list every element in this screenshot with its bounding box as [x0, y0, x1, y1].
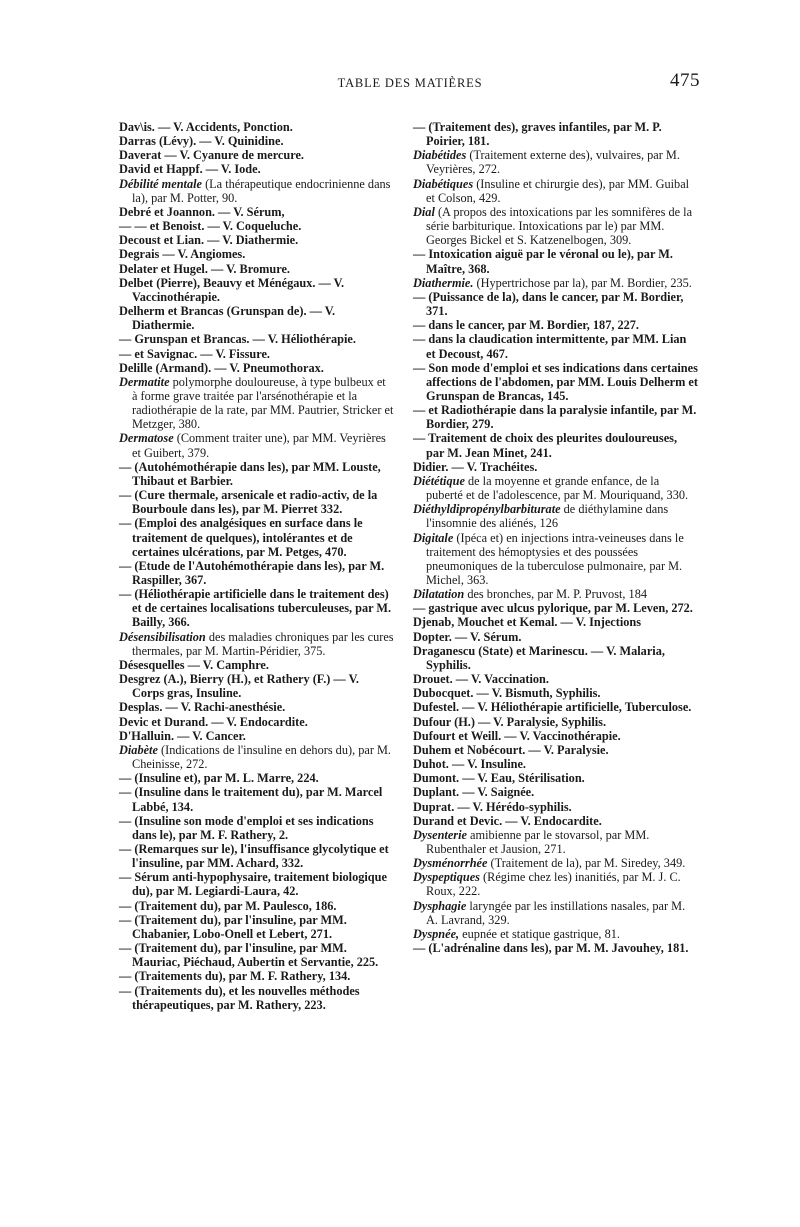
entry-heading: — dans la claudication intermittente, par MM. Lian et Decoust, 467. — [413, 332, 687, 361]
entry-heading: — (Héliothérapie artificielle dans le traitement des) et de certaines localisations tuberculeuses, par M. Bailly, 366. — [119, 587, 392, 630]
entry-heading: Désensibilisation — [119, 629, 206, 644]
index-entry — [413, 672, 698, 686]
index-entry — [119, 205, 394, 219]
index-entry — [119, 743, 394, 771]
entry-heading: Djenab, Mouchet et Kemal. — V. Injections — [413, 615, 642, 630]
entry-heading: Dermatose — [119, 431, 174, 446]
index-entry — [119, 276, 394, 304]
entry-heading: — (Traitements du), et les nouvelles méthodes thérapeutiques, par M. Rathery, 223. — [119, 983, 360, 1012]
entry-heading: Duhem et Nobécourt. — V. Paralysie. — [413, 742, 609, 757]
entry-heading: Dubocquet. — V. Bismuth, Syphilis. — [413, 686, 601, 701]
index-entry — [413, 630, 698, 644]
entry-heading: Dopter. — V. Sérum. — [413, 629, 522, 644]
entry-heading: Digitale — [413, 530, 454, 545]
index-entry — [119, 219, 394, 233]
entry-heading: — (Traitement du), par l'insuline, par MM. Chabanier, Lobo-Onell et Lebert, 271. — [119, 912, 347, 941]
entry-heading: Duhot. — V. Insuline. — [413, 757, 526, 772]
entry-heading: — (Remarques sur le), l'insuffisance glycolytique et l'insuline, par MM. Achard, 332. — [119, 841, 389, 871]
index-entry — [413, 715, 698, 729]
index-entry — [413, 474, 698, 502]
index-entry — [119, 177, 394, 205]
entry-heading: Durand et Devic. — V. Endocardite. — [413, 813, 602, 828]
index-entry — [119, 148, 394, 162]
index-entry — [413, 729, 698, 743]
index-entry — [119, 304, 394, 332]
index-entry — [413, 615, 698, 629]
index-entry — [413, 814, 698, 828]
index-entry — [119, 785, 394, 813]
entry-text: (Régime chez les) inanitiés, par M. J. C. Roux, 222. — [426, 870, 681, 899]
entry-heading: Diéthyldipropénylbarbiturate — [413, 502, 561, 517]
entry-heading: — et Radiothérapie dans la paralysie infantile, par M. Bordier, 279. — [413, 403, 697, 432]
index-entry — [413, 361, 698, 403]
index-entry — [413, 899, 698, 927]
index-entry — [413, 460, 698, 474]
entry-heading: Diabète — [119, 742, 158, 757]
index-entry — [413, 531, 698, 588]
entry-heading: Didier. — V. Trachéites. — [413, 459, 538, 474]
entry-heading: Decoust et Lian. — V. Diathermie. — [119, 233, 299, 248]
entry-heading: — (Insuline et), par M. L. Marre, 224. — [119, 771, 319, 786]
index-entry — [413, 870, 698, 898]
index-entry — [413, 403, 698, 431]
index-entry — [413, 743, 698, 757]
entry-heading: Dufourt et Weill. — V. Vaccinothérapie. — [413, 728, 621, 743]
left-column — [119, 120, 394, 1012]
entry-heading: Diabétiques — [413, 176, 474, 191]
entry-text: eupnée et statique gastrique, 81. — [459, 926, 620, 941]
entry-heading: Desplas. — V. Rachi-anesthésie. — [119, 700, 286, 715]
index-entry — [119, 120, 394, 134]
index-entry — [413, 318, 698, 332]
index-entry — [119, 870, 394, 898]
index-entry — [119, 332, 394, 346]
entry-heading: — Sérum anti-hypophysaire, traitement biologique du), par M. Legiardi-Laura, 42. — [119, 870, 387, 899]
entry-heading: Dial — [413, 204, 435, 219]
index-entry — [119, 842, 394, 870]
entry-text: (Traitement de la), par M. Siredey, 349. — [487, 856, 686, 871]
index-entry — [119, 941, 394, 969]
entry-heading: Draganescu (State) et Marinescu. — V. Malaria, Syphilis. — [413, 643, 665, 672]
index-entry — [119, 134, 394, 148]
entry-heading: Dyspnée, — [413, 926, 460, 941]
entry-heading: Dav\is. — V. Accidents, Ponction. — [119, 120, 293, 134]
index-entry — [413, 700, 698, 714]
entry-heading: Désesquelles — V. Camphre. — [119, 657, 269, 672]
entry-text: amibienne par le stovarsol, par MM. Rubenthaler et Jausion, 271. — [426, 827, 650, 856]
entry-heading: Dysenterie — [413, 827, 467, 842]
entry-heading: — (Traitements du), par M. F. Rathery, 134. — [119, 969, 351, 984]
index-entry — [119, 431, 394, 459]
index-entry — [413, 644, 698, 672]
index-entry — [119, 559, 394, 587]
entry-heading: Débilité mentale — [119, 176, 202, 191]
index-entry — [413, 276, 698, 290]
page-header — [120, 70, 700, 100]
entry-text: de diéthylamine dans l'insomnie des aliénés, 126 — [426, 502, 669, 531]
index-entry — [413, 686, 698, 700]
entry-text: (La thérapeutique endocrinienne dans la), par M. Potter, 90. — [132, 176, 391, 205]
index-entry — [119, 262, 394, 276]
entry-text: polymorphe douloureuse, à type bulbeux et à forme grave traitée par l'arsénothérapie et la radiothérapie de la rate, par MM. Pautrier, Stricker et Metzger, 380. — [132, 374, 394, 432]
index-entry — [119, 729, 394, 743]
entry-heading: — Intoxication aiguë par le véronal ou le), par M. Maître, 368. — [413, 247, 673, 276]
entry-heading: Diabétides — [413, 148, 467, 163]
entry-heading: — (Traitement du), par l'insuline, par MM. Mauriac, Piéchaud, Aubertin et Servantie, 225. — [119, 941, 379, 970]
index-entry — [119, 247, 394, 261]
index-entry — [119, 913, 394, 941]
entry-heading: Dufestel. — V. Héliothérapie artificielle, Tuberculose. — [413, 700, 692, 715]
entry-text: de la moyenne et grande enfance, de la puberté et de l'adolescence, par M. Mouriquand, 330. — [426, 473, 689, 503]
entry-heading: Dufour (H.) — V. Paralysie, Syphilis. — [413, 714, 607, 729]
entry-heading: Dyspeptiques — [413, 870, 480, 885]
entry-heading: Dysménorrhée — [413, 856, 488, 871]
index-entry — [119, 630, 394, 658]
index-entry — [119, 715, 394, 729]
entry-text: laryngée par les instillations nasales, par M. A. Lavrand, 329. — [426, 898, 686, 927]
index-entry — [413, 828, 698, 856]
entry-heading: — (Traitement des), graves infantiles, par M. P. Poirier, 181. — [413, 120, 662, 149]
entry-heading: — (Traitement du), par M. Paulesco, 186. — [119, 898, 337, 913]
entry-heading: — (Insuline son mode d'emploi et ses indications dans le), par M. F. Rathery, 2. — [119, 813, 374, 842]
index-entry — [413, 332, 698, 360]
index-entry — [413, 800, 698, 814]
entry-text: des bronches, par M. P. Pruvost, 184 — [464, 587, 647, 602]
entry-heading: Diathermie. — [413, 275, 474, 290]
entry-heading: Drouet. — V. Vaccination. — [413, 672, 549, 687]
entry-text: (Ipéca et) en injections intra-veineuses dans le traitement des hémoptysies et des poussées pneumoniques de la tuberculose pulmonaire, par M. Michel, 363. — [426, 530, 684, 587]
index-entry — [413, 941, 698, 955]
entry-heading: — (Cure thermale, arsenicale et radio-activ, de la Bourboule dans les), par M. Pierret 332. — [119, 488, 378, 517]
entry-heading: D'Halluin. — V. Cancer. — [119, 728, 246, 743]
entry-heading: — — et Benoist. — V. Coqueluche. — [119, 219, 302, 234]
index-entry — [413, 148, 698, 176]
entry-text: (Indications de l'insuline en dehors du), par M. Cheinisse, 272. — [132, 742, 392, 772]
index-entry — [119, 233, 394, 247]
entry-heading: Daverat — V. Cyanure de mercure. — [119, 148, 304, 163]
index-entry — [413, 120, 698, 148]
entry-heading: — (Puissance de la), dans le cancer, par M. Bordier, 371. — [413, 289, 684, 319]
entry-heading: Dysphagie — [413, 898, 467, 913]
index-entry — [413, 771, 698, 785]
entry-heading: David et Happf. — V. Iode. — [119, 162, 261, 177]
entry-heading: — (Etude de l'Autohémothérapie dans les), par M. Raspiller, 367. — [119, 558, 385, 587]
index-entry — [119, 516, 394, 558]
entry-heading: Duplant. — V. Saignée. — [413, 785, 535, 800]
entry-heading: — dans le cancer, par M. Bordier, 187, 227. — [413, 318, 640, 333]
index-entry — [119, 658, 394, 672]
index-entry — [119, 700, 394, 714]
entry-heading: Dermatite — [119, 374, 170, 389]
entry-heading: Dilatation — [413, 587, 465, 602]
entry-text: (Hypertrichose par la), par M. Bordier, 235. — [473, 275, 692, 290]
index-entry — [413, 601, 698, 615]
entry-heading: Degrais — V. Angiomes. — [119, 247, 246, 262]
index-entry — [119, 899, 394, 913]
index-entry — [119, 771, 394, 785]
index-entry — [119, 162, 394, 176]
entry-heading: — (Insuline dans le traitement du), par M. Marcel Labbé, 134. — [119, 785, 383, 814]
entry-heading: Delbet (Pierre), Beauvy et Ménégaux. — V. Vaccinothérapie. — [119, 275, 345, 304]
entry-text: (Traitement externe des), vulvaires, par M. Veyrières, 272. — [426, 148, 680, 177]
entry-heading: — Son mode d'emploi et ses indications dans certaines affections de l'abdomen, par MM. Louis Delherm et Grunspan de Brancas, 145. — [413, 360, 698, 403]
entry-heading: — Traitement de choix des pleurites douloureuses, par M. Jean Minet, 241. — [413, 431, 678, 460]
running-title: TABLE DES MATIÈRES — [337, 76, 483, 90]
index-entry — [413, 856, 698, 870]
index-entry — [119, 347, 394, 361]
entry-text: (Insuline et chirurgie des), par MM. Guibal et Colson, 429. — [426, 176, 690, 205]
entry-heading: Delille (Armand). — V. Pneumothorax. — [119, 360, 324, 375]
entry-heading: — et Savignac. — V. Fissure. — [119, 346, 270, 361]
entry-heading: Devic et Durand. — V. Endocardite. — [119, 714, 308, 729]
index-entry — [413, 177, 698, 205]
entry-heading: Dumont. — V. Eau, Stérilisation. — [413, 771, 585, 786]
entry-heading: — (L'adrénaline dans les), par M. M. Javouhey, 181. — [413, 941, 689, 956]
entry-heading: Desgrez (A.), Bierry (H.), et Rathery (F.) — V. Corps gras, Insuline. — [119, 672, 359, 701]
entry-heading: Darras (Lévy). — V. Quinidine. — [119, 134, 284, 149]
index-entry — [413, 757, 698, 771]
entry-heading: — gastrique avec ulcus pylorique, par M. Leven, 272. — [413, 601, 693, 616]
entry-heading: — (Autohémothérapie dans les), par MM. Louste, Thibaut et Barbier. — [119, 459, 381, 488]
entry-text: des maladies chroniques par les cures thermales, par M. Martin-Péridier, 375. — [132, 629, 394, 658]
entry-heading: Delherm et Brancas (Grunspan de). — V. Diathermie. — [119, 304, 336, 333]
index-entry — [119, 460, 394, 488]
index-entry — [413, 247, 698, 275]
index-entry — [413, 927, 698, 941]
entry-heading: Debré et Joannon. — V. Sérum, — [119, 204, 285, 219]
index-entry — [413, 290, 698, 318]
index-entry — [119, 969, 394, 983]
index-entry — [413, 785, 698, 799]
index-entry — [413, 587, 698, 601]
index-entry — [119, 672, 394, 700]
index-entry — [413, 431, 698, 459]
entry-text: (A propos des intoxications par les somnifères de la série barbiturique. Intoxications par le) par MM. Georges Bickel et S. Katzenelbogen, 309. — [426, 204, 693, 248]
page-number: 475 — [670, 70, 700, 91]
entry-heading: Duprat. — V. Hérédo-syphilis. — [413, 799, 572, 814]
index-entry — [119, 587, 394, 629]
index-entry — [119, 814, 394, 842]
entry-heading: Delater et Hugel. — V. Bromure. — [119, 261, 290, 276]
index-entry — [119, 375, 394, 432]
index-entry — [119, 984, 394, 1012]
entry-heading: Diététique — [413, 473, 465, 488]
entry-heading: — (Emploi des analgésiques en surface dans le traitement de quelques), intolérantes et de certaines ulcérations, par M. Petges, 470. — [119, 516, 363, 559]
index-entry — [413, 205, 698, 247]
entry-heading: — Grunspan et Brancas. — V. Héliothérapie. — [119, 332, 356, 347]
right-column — [413, 120, 698, 955]
entry-text: (Comment traiter une), par MM. Veyrières et Guibert, 379. — [132, 431, 386, 460]
index-entry — [119, 488, 394, 516]
index-entry — [119, 361, 394, 375]
index-entry — [413, 502, 698, 530]
